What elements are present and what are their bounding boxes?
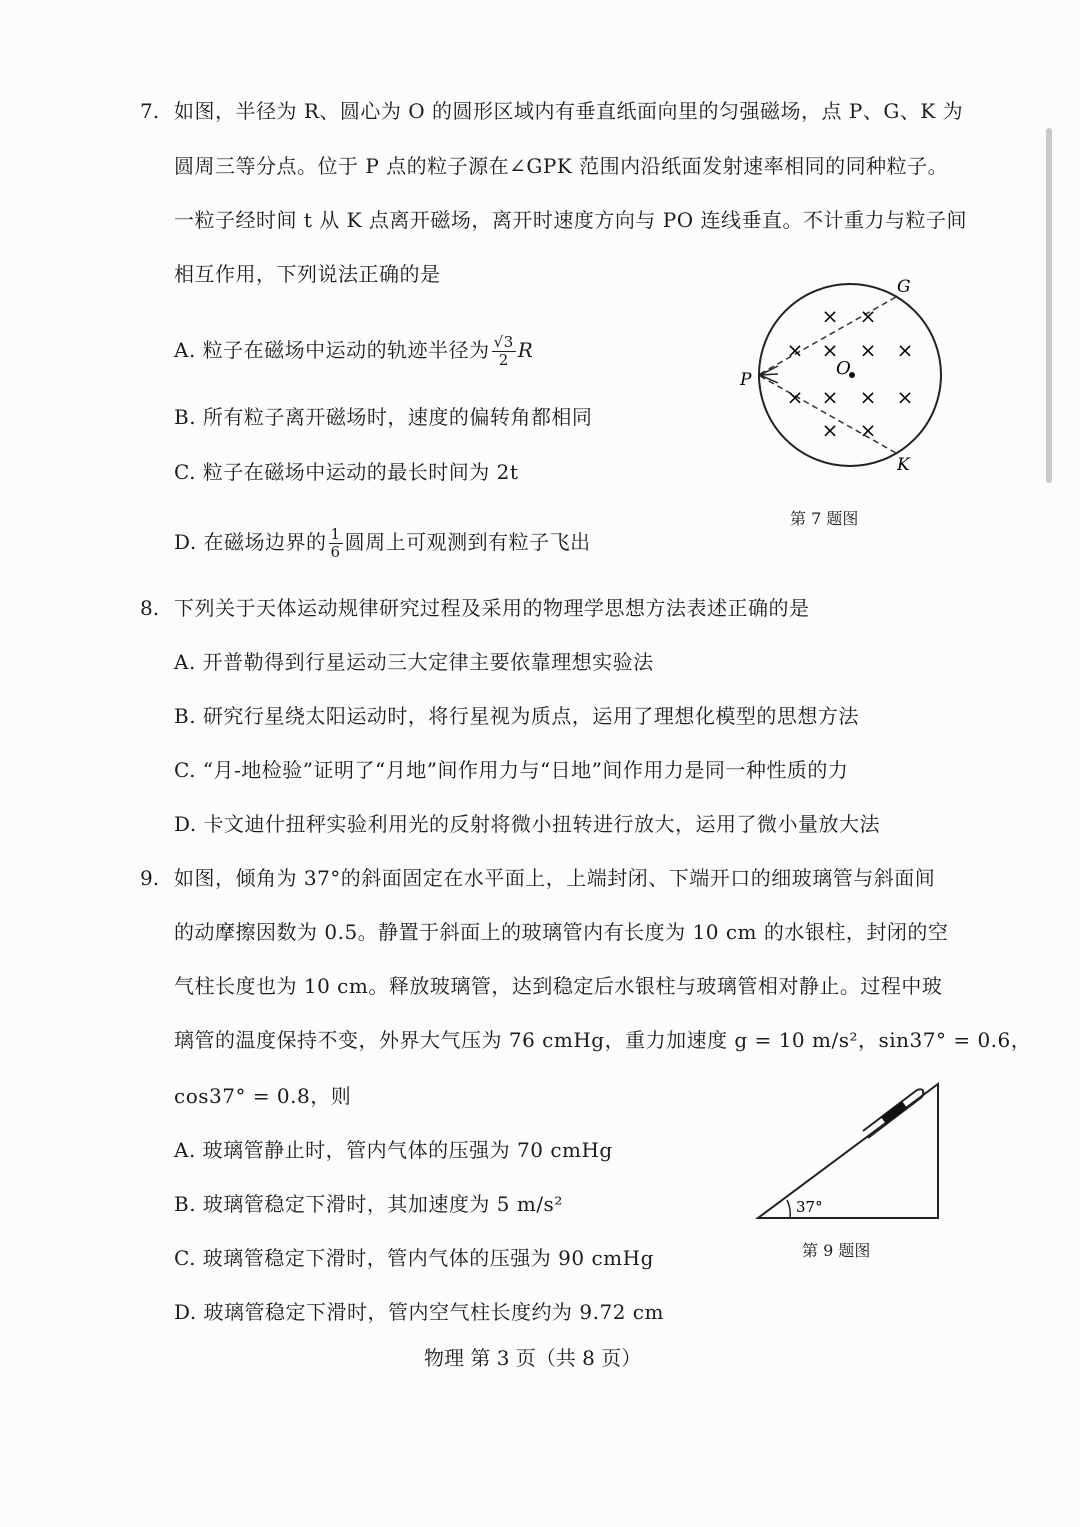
q7-stem-line-2: 圆周三等分点。位于 P 点的粒子源在∠GPK 范围内沿纸面发射速率相同的同种粒子。 xyxy=(174,154,949,178)
q9-option-d: D. 玻璃管稳定下滑时，管内空气柱长度约为 9.72 cm xyxy=(174,1300,664,1324)
q8-option-d: D. 卡文迪什扭秤实验利用光的反射将微小扭转进行放大，运用了微小量放大法 xyxy=(174,812,881,836)
q9-angle-arc xyxy=(787,1200,790,1218)
q7-label-g: G xyxy=(897,277,911,297)
q7-cross: × xyxy=(821,418,839,442)
q9-stem-line-2: 的动摩擦因数为 0.5。静置于斜面上的玻璃管内有长度为 10 cm 的水银柱，封闭的空 xyxy=(174,920,949,944)
q7-number: 7. xyxy=(140,99,160,123)
q9-tube-closed-end xyxy=(917,1089,923,1097)
q7-label-p: P xyxy=(740,370,752,390)
q9-figure-caption: 第 9 题图 xyxy=(802,1241,871,1260)
q9-angle-label: 37° xyxy=(796,1198,823,1216)
q7-stem-line-3: 一粒子经时间 t 从 K 点离开磁场，离开时速度方向与 PO 连线垂直。不计重力与粒子间 xyxy=(174,208,967,232)
q7-option-d-frac-num: 1 xyxy=(330,525,341,543)
q9-option-a: A. 玻璃管静止时，管内气体的压强为 70 cmHg xyxy=(174,1138,613,1162)
q7-option-a-frac-den: 2 xyxy=(498,351,509,369)
q8-option-a: A. 开普勒得到行星运动三大定律主要依靠理想实验法 xyxy=(174,650,654,674)
q7-cross: × xyxy=(859,385,877,409)
q7-option-d-frac-den: 6 xyxy=(330,543,341,561)
q7-cross: × xyxy=(896,385,914,409)
page-footer: 物理 第 3 页（共 8 页） xyxy=(424,1346,642,1370)
q7-option-d xyxy=(174,526,591,561)
q7-option-d-suffix: 圆周上可观测到有粒子飞出 xyxy=(344,530,591,554)
q7-figure-caption: 第 7 题图 xyxy=(790,509,859,528)
q7-cross: × xyxy=(821,385,839,409)
q7-cross: × xyxy=(821,338,839,362)
vertical-scrollbar[interactable] xyxy=(1046,128,1052,483)
q9-stem-line-4: 璃管的温度保持不变，外界大气压为 76 cmHg，重力加速度 g = 10 m/s²，sin37° = 0.6， xyxy=(174,1028,1032,1052)
q7-cross: × xyxy=(859,338,877,362)
q9-option-c: C. 玻璃管稳定下滑时，管内气体的压强为 90 cmHg xyxy=(174,1246,654,1270)
q9-stem-line-1: 如图，倾角为 37°的斜面固定在水平面上，上端封闭、下端开口的细玻璃管与斜面间 xyxy=(174,866,936,890)
q7-option-a-suffix: R xyxy=(517,338,534,362)
q8-number: 8. xyxy=(140,596,160,620)
q7-cross: × xyxy=(786,338,804,362)
q7-option-d-fraction xyxy=(329,526,343,561)
q9-tube-edge-lower xyxy=(868,1097,922,1138)
q7-option-c: C. 粒子在磁场中运动的最长时间为 2t xyxy=(174,460,519,484)
q7-option-a-frac-num: √3 xyxy=(493,333,514,351)
q7-label-o: O xyxy=(836,358,851,379)
q8-option-b: B. 研究行星绕太阳运动时，将行星视为质点，运用了理想化模型的思想方法 xyxy=(174,704,859,728)
q7-cross: × xyxy=(896,338,914,362)
q7-option-a xyxy=(174,334,533,369)
q9-number: 9. xyxy=(140,866,160,890)
q7-label-k: K xyxy=(897,455,910,475)
q9-figure-incline xyxy=(750,1075,950,1225)
q7-option-b: B. 所有粒子离开磁场时，速度的偏转角都相同 xyxy=(174,405,593,429)
q7-cross: × xyxy=(821,304,839,328)
q7-option-a-text: A. 粒子在磁场中运动的轨迹半径为 xyxy=(174,338,490,362)
q8-option-c: C. “月-地检验”证明了“月地”间作用力与“日地”间作用力是同一种性质的力 xyxy=(174,758,849,782)
q7-cross: × xyxy=(859,418,877,442)
q7-cross: × xyxy=(786,385,804,409)
q9-stem-line-3: 气柱长度也为 10 cm。释放玻璃管，达到稳定后水银柱与玻璃管相对静止。过程中玻 xyxy=(174,974,943,998)
q7-option-a-fraction xyxy=(492,334,516,369)
q9-stem-line-5: cos37° = 0.8，则 xyxy=(174,1084,352,1108)
q7-cross: × xyxy=(859,304,877,328)
q7-figure-magnetic-field xyxy=(730,270,960,485)
q7-stem-line-1: 如图，半径为 R、圆心为 O 的圆形区域内有垂直纸面向里的匀强磁场，点 P、G、K 为 xyxy=(174,99,964,123)
q9-option-b: B. 玻璃管稳定下滑时，其加速度为 5 m/s² xyxy=(174,1192,563,1216)
q8-stem: 下列关于天体运动规律研究过程及采用的物理学思想方法表述正确的是 xyxy=(174,596,810,620)
q7-stem-line-4: 相互作用，下列说法正确的是 xyxy=(174,262,441,286)
q7-option-d-text: D. 在磁场边界的 xyxy=(174,530,327,554)
